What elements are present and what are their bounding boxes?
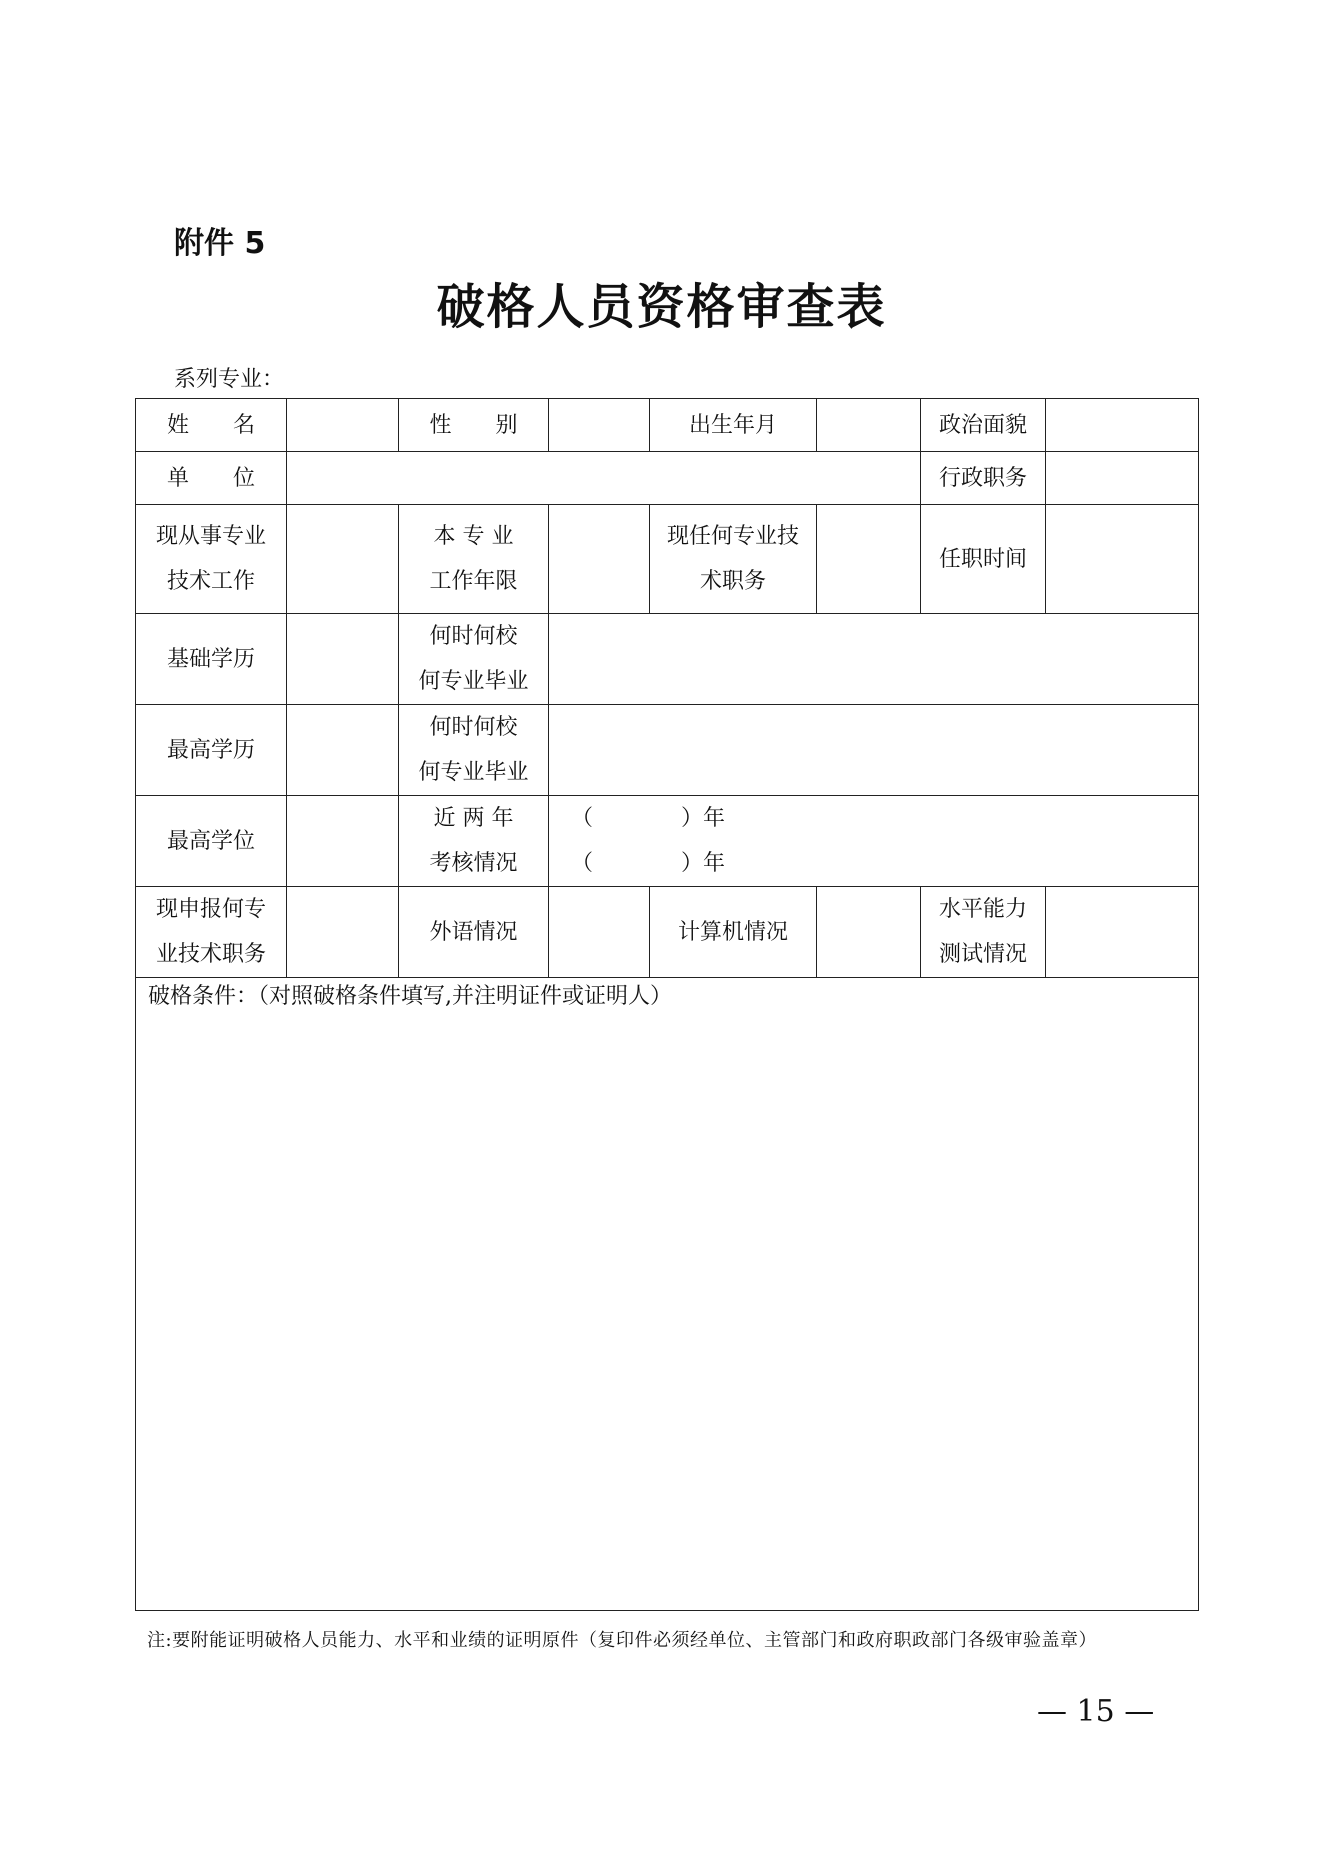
foreign-lang-field[interactable] (549, 887, 650, 978)
years-field[interactable] (549, 505, 650, 614)
level-test-field[interactable] (1046, 887, 1199, 978)
assessment-label: 近 两 年 考核情况 (399, 796, 549, 887)
highest-degree-label: 最高学位 (136, 796, 287, 887)
highest-grad-field[interactable] (549, 705, 1199, 796)
appoint-time-field[interactable] (1046, 505, 1199, 614)
gender-field[interactable] (549, 399, 650, 452)
conditions-field[interactable] (136, 978, 1199, 1611)
birth-field[interactable] (817, 399, 921, 452)
political-label: 政治面貌 (921, 399, 1046, 452)
highest-edu-label: 最高学历 (136, 705, 287, 796)
current-title-field[interactable] (817, 505, 921, 614)
current-work-field[interactable] (287, 505, 399, 614)
footnote: 注:要附能证明破格人员能力、水平和业绩的证明原件（复印件必须经单位、主管部门和政府职政部门各级审验盖章） (147, 1630, 1098, 1651)
name-label: 姓 名 (136, 399, 287, 452)
unit-label: 单 位 (136, 452, 287, 505)
appoint-time-label: 任职时间 (921, 505, 1046, 614)
basic-grad-field[interactable] (549, 614, 1199, 705)
years-label: 本 专 业 工作年限 (399, 505, 549, 614)
attachment-label: 附件 5 (174, 226, 266, 261)
admin-post-field[interactable] (1046, 452, 1199, 505)
series-label: 系列专业： (174, 367, 285, 392)
basic-edu-field[interactable] (287, 614, 399, 705)
gender-label: 性 别 (399, 399, 549, 452)
current-title-label: 现任何专业技 术职务 (650, 505, 817, 614)
basic-edu-label: 基础学历 (136, 614, 287, 705)
form-title: 破格人员资格审查表 (436, 279, 887, 335)
computer-field[interactable] (817, 887, 921, 978)
qualification-form-table (135, 398, 1199, 1611)
name-field[interactable] (287, 399, 399, 452)
apply-title-label: 现申报何专 业技术职务 (136, 887, 287, 978)
conditions-label: 破格条件：（对照破格条件填写,并注明证件或证明人） (148, 984, 672, 1009)
apply-title-field[interactable] (287, 887, 399, 978)
foreign-lang-label: 外语情况 (399, 887, 549, 978)
highest-edu-field[interactable] (287, 705, 399, 796)
basic-grad-label: 何时何校 何专业毕业 (399, 614, 549, 705)
birth-label: 出生年月 (650, 399, 817, 452)
assessment-field[interactable]: （ ）年 （ ）年 (549, 796, 1199, 887)
current-work-label: 现从事专业 技术工作 (136, 505, 287, 614)
computer-label: 计算机情况 (650, 887, 817, 978)
highest-grad-label: 何时何校 何专业毕业 (399, 705, 549, 796)
political-field[interactable] (1046, 399, 1199, 452)
admin-post-label: 行政职务 (921, 452, 1046, 505)
page-number: — 15 — (1037, 1694, 1155, 1729)
level-test-label: 水平能力 测试情况 (921, 887, 1046, 978)
highest-degree-field[interactable] (287, 796, 399, 887)
unit-field[interactable] (287, 452, 921, 505)
